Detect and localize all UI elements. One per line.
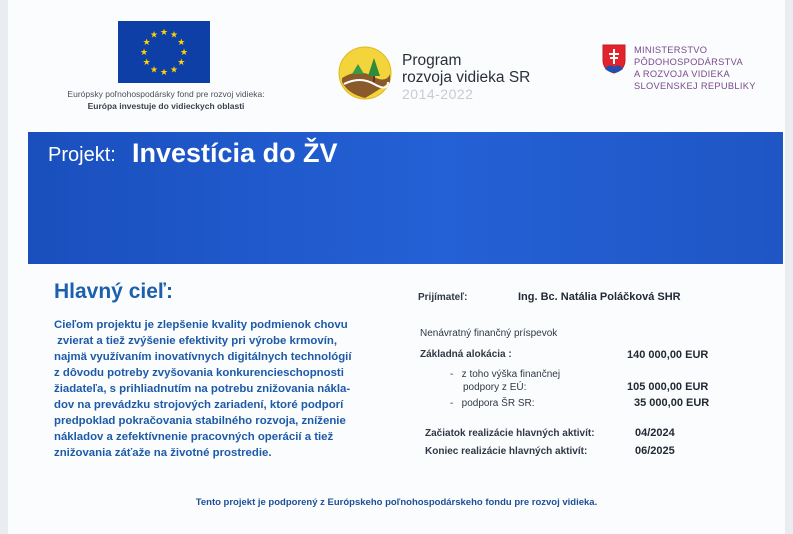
information-board — [8, 0, 785, 534]
goal-line: z dôvodu potreby zvyšovania konkurencieschopnosti — [54, 367, 344, 379]
eu-invest-line: Európa investuje do vidieckych oblasti — [87, 101, 245, 111]
start-label: Začiatok realizácie hlavných aktivít: — [425, 428, 595, 439]
eu-flag-icon — [118, 21, 210, 83]
goal-line: nákladov a zefektívnenie pracovných operácií a tiež — [54, 431, 334, 443]
goal-line: predpoklad pokračovania stabilného rozvoja, zníženie — [54, 415, 346, 427]
eu-star: ★ — [142, 37, 151, 47]
slovak-crest-icon — [602, 44, 626, 74]
footer-note: Tento projekt je podporený z Európskeho poľnohospodárskeho fondu pre rozvoj vidieka. — [195, 497, 598, 508]
goal-line: Cieľom projektu je zlepšenie kvality podmienok chovu — [54, 319, 348, 331]
recipient-name: Ing. Bc. Natália Poláčková SHR — [518, 291, 681, 303]
eu-fund-line: Európsky poľnohospodársky fond pre rozvoj vidieka: — [67, 89, 265, 99]
finance-heading: Nenávratný finančný príspevok — [420, 328, 558, 339]
eu-star: ★ — [139, 47, 149, 57]
goal-line: žiadateľa, s prihliadnutím na potrebu znižovania nákla- — [54, 383, 351, 395]
project-label: Projekt: — [48, 144, 116, 166]
ministry-line-2: PÔDOHOSPODÁRSTVA — [634, 57, 743, 67]
eu-star: ★ — [159, 67, 169, 77]
eu-star: ★ — [169, 29, 179, 40]
eu-star: ★ — [177, 37, 186, 47]
program-line-2: rozvoja vidieka SR — [402, 69, 531, 86]
project-title: Investícia do ŽV — [132, 138, 338, 168]
recipient-label: Prijímateľ: — [418, 292, 468, 303]
project-banner — [28, 132, 783, 264]
goal-description — [54, 317, 384, 461]
eu-support-label-2: podpory z EÚ: — [463, 382, 527, 393]
eu-caption — [36, 88, 296, 112]
end-value: 06/2025 — [635, 445, 675, 457]
goal-line: zvierat a tiež zvýšenie efektivity pri výrobe krmovín, — [54, 335, 337, 347]
eu-star: ★ — [159, 27, 169, 37]
base-allocation-value: 140 000,00 EUR — [627, 349, 709, 361]
goal-line: dov na prevádzku strojových zariadení, ktoré podporí — [54, 399, 344, 411]
eu-star: ★ — [142, 57, 151, 67]
ministry-name — [634, 44, 756, 92]
ministry-line-4: SLOVENSKEJ REPUBLIKY — [634, 81, 756, 91]
eu-support-value: 105 000,00 EUR — [627, 381, 709, 393]
prv-logo-icon — [338, 46, 392, 100]
base-allocation-label: Základná alokácia : — [420, 349, 512, 360]
eu-star: ★ — [149, 64, 159, 75]
start-value: 04/2024 — [635, 427, 675, 439]
program-years: 2014-2022 — [402, 86, 474, 102]
ministry-line-1: MINISTERSTVO — [634, 45, 708, 55]
eu-star: ★ — [179, 47, 189, 57]
eu-star: ★ — [149, 29, 159, 40]
sr-support-value: 35 000,00 EUR — [634, 397, 710, 409]
end-label: Koniec realizácie hlavných aktivít: — [425, 446, 588, 457]
program-title — [402, 52, 530, 103]
goal-line: najmä využívaním inovatívnych digitálnych technológií — [54, 351, 352, 363]
ministry-line-3: A ROZVOJA VIDIEKA — [634, 69, 731, 79]
goal-line: znižovania záťaže na životné prostredie. — [54, 447, 272, 459]
eu-star: ★ — [177, 57, 186, 67]
eu-support-label-1: - z toho výška finančnej — [450, 369, 561, 380]
sr-support-label: - podpora ŠR SR: — [450, 398, 535, 409]
program-line-1: Program — [402, 52, 462, 69]
eu-star: ★ — [169, 64, 179, 75]
goal-heading: Hlavný cieľ: — [54, 280, 173, 303]
